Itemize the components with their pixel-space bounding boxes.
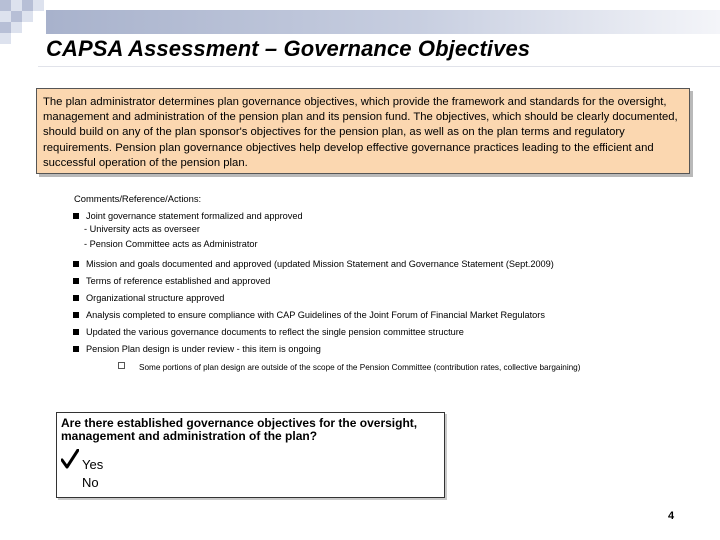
list-item-text: Joint governance statement formalized and approved — [86, 211, 303, 221]
list-item — [72, 343, 692, 355]
decor-square — [33, 0, 44, 11]
answer-option-yes[interactable]: Yes — [82, 457, 104, 472]
decor-square — [11, 11, 22, 22]
decor-square — [0, 22, 11, 33]
comments-list — [72, 210, 692, 355]
list-item — [72, 275, 692, 287]
list-item-text: Terms of reference established and approved — [86, 276, 271, 286]
page-title: CAPSA Assessment – Governance Objectives — [46, 36, 531, 61]
list-item — [72, 258, 692, 270]
decor-square — [11, 0, 22, 11]
list-item-text: Updated the various governance documents to reflect the single pension committee structure — [86, 327, 464, 337]
objective-description-box — [36, 88, 690, 174]
list-item — [72, 326, 692, 338]
objective-text: The plan administrator determines plan governance objectives, which provide the framework and standards for the oversight, management and administration of the pension plan and its pension fund. The objectives, which should be clearly documented, should build on any of the plan sponsor's objectives for the pension plan, as well as on the plan terms and regulatory requirements. Pension plan governance objectives help develop effective governance practices leading to the efficient and successful operation of the pension plan. — [43, 96, 678, 169]
comments-heading: Comments/Reference/Actions: — [74, 193, 202, 204]
decor-square — [0, 0, 11, 11]
page-number: 4 — [668, 510, 675, 522]
list-item-text: Pension Plan design is under review - this item is ongoing — [86, 344, 321, 354]
title-divider — [38, 66, 720, 67]
checkmark-icon — [61, 449, 79, 469]
list-item — [72, 292, 692, 304]
decor-square — [0, 33, 11, 44]
question-text: Are there established governance objectives for the oversight, management and administration of the plan? — [61, 416, 418, 443]
hollow-square-bullet-icon — [118, 362, 125, 369]
decor-square — [0, 11, 11, 22]
decor-square — [22, 11, 33, 22]
decor-square — [11, 22, 22, 33]
decor-square — [22, 0, 33, 11]
answer-option-no[interactable]: No — [82, 475, 99, 490]
list-item-text: Organizational structure approved — [86, 293, 225, 303]
list-item-text: Mission and goals documented and approved (updated Mission Statement and Governance Statement (Sept.2009) — [86, 259, 554, 269]
list-item — [72, 309, 692, 321]
question-box — [56, 412, 445, 498]
subitem-text: Some portions of plan design are outside of the scope of the Pension Committee (contribution rates, collective bargaining) — [139, 363, 581, 372]
plan-design-subitem — [118, 362, 580, 372]
list-item — [72, 210, 692, 222]
list-subitem: - Pension Committee acts as Administrator — [84, 239, 258, 249]
list-item-text: Analysis completed to ensure compliance with CAP Guidelines of the Joint Forum of Financial Market Regulators — [86, 310, 545, 320]
header-gradient-bar — [46, 10, 720, 34]
list-subitem: - University acts as overseer — [84, 224, 200, 234]
